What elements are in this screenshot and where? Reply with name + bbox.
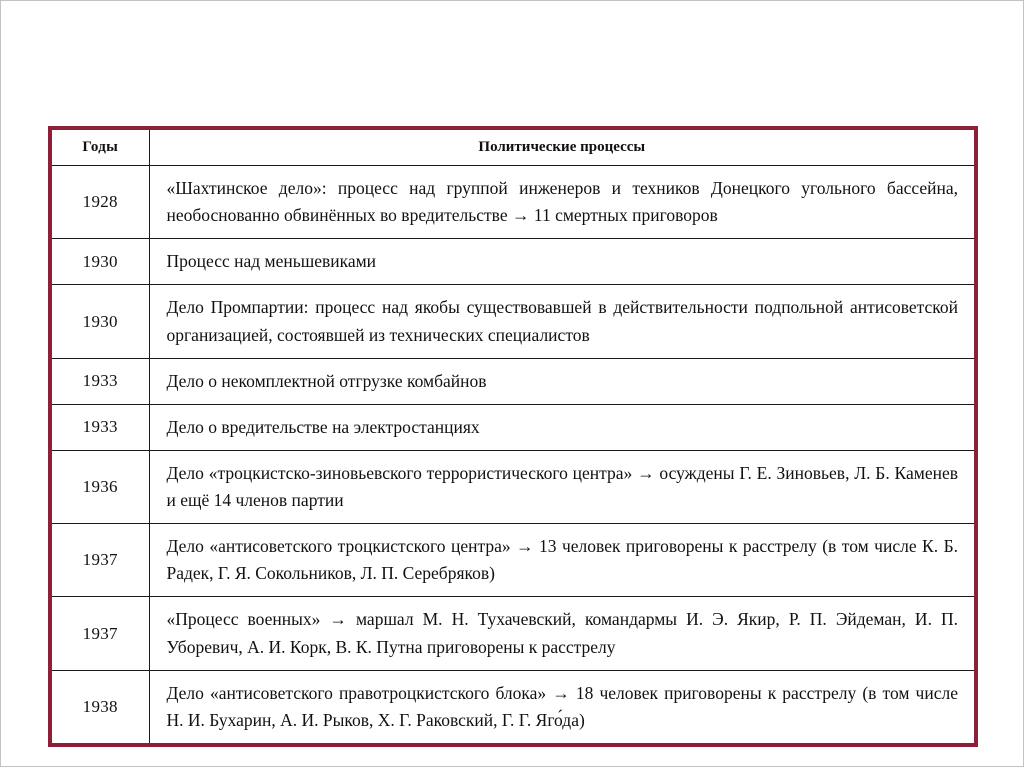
- process-cell: Дело о вредительстве на электростанциях: [149, 404, 974, 450]
- process-cell: «Шахтинское дело»: процесс над группой инженеров и техников Донецкого угольного бассейна, необоснованно обвинённых во вредительстве → 11 смертных приговоров: [149, 166, 974, 239]
- table-row: [52, 239, 974, 285]
- year-cell: 1933: [52, 404, 149, 450]
- table: [52, 130, 974, 743]
- table-row: [52, 285, 974, 358]
- table-row: [52, 166, 974, 239]
- year-cell: 1936: [52, 450, 149, 523]
- process-cell: Дело «антисоветского правотроцкистского блока» → 18 человек приговорены к расстрелу (в том числе Н. И. Бухарин, А. И. Рыков, Х. Г. Раковский, Г. Г. Яго́да): [166, 682, 958, 730]
- table-row: [52, 358, 974, 404]
- year-cell: 1937: [52, 524, 149, 597]
- year-cell: 1938: [52, 670, 149, 743]
- year-cell: 1933: [52, 358, 149, 404]
- year-cell: 1930: [52, 239, 149, 285]
- process-cell: Дело «троцкистско-зиновьевского террористического центра» → осуждены Г. Е. Зиновьев, Л. Б. Каменев и ещё 14 членов партии: [149, 450, 974, 523]
- year-cell: 1930: [52, 285, 149, 358]
- process-cell: Дело «антисоветского троцкистского центра» → 13 человек приговорены к расстрелу (в том числе К. Б. Радек, Г. Я. Сокольников, Л. П. Серебряков): [149, 524, 974, 597]
- table-row: [52, 670, 974, 743]
- table-row: [52, 450, 974, 523]
- table-row: [52, 524, 974, 597]
- political-processes-table: [48, 126, 978, 747]
- process-cell: Процесс над меньшевиками: [149, 239, 974, 285]
- process-cell: Дело о некомплектной отгрузке комбайнов: [149, 358, 974, 404]
- process-cell: «Процесс военных» → маршал М. Н. Тухачевский, командармы И. Э. Якир, Р. П. Эйдеман, И. П. Уборевич, А. И. Корк, В. К. Путна приговорены к расстрелу: [149, 597, 974, 670]
- table-row: [52, 597, 974, 670]
- table-header-row: [52, 130, 974, 166]
- process-cell: Дело Промпартии: процесс над якобы существовавшей в действительности подпольной антисоветской организацией, состоявшей из технических специалистов: [149, 285, 974, 358]
- table-row: [52, 404, 974, 450]
- header-years: Годы: [52, 130, 149, 166]
- header-processes: Политические процессы: [149, 130, 974, 166]
- year-cell: 1937: [52, 597, 149, 670]
- year-cell: 1928: [52, 166, 149, 239]
